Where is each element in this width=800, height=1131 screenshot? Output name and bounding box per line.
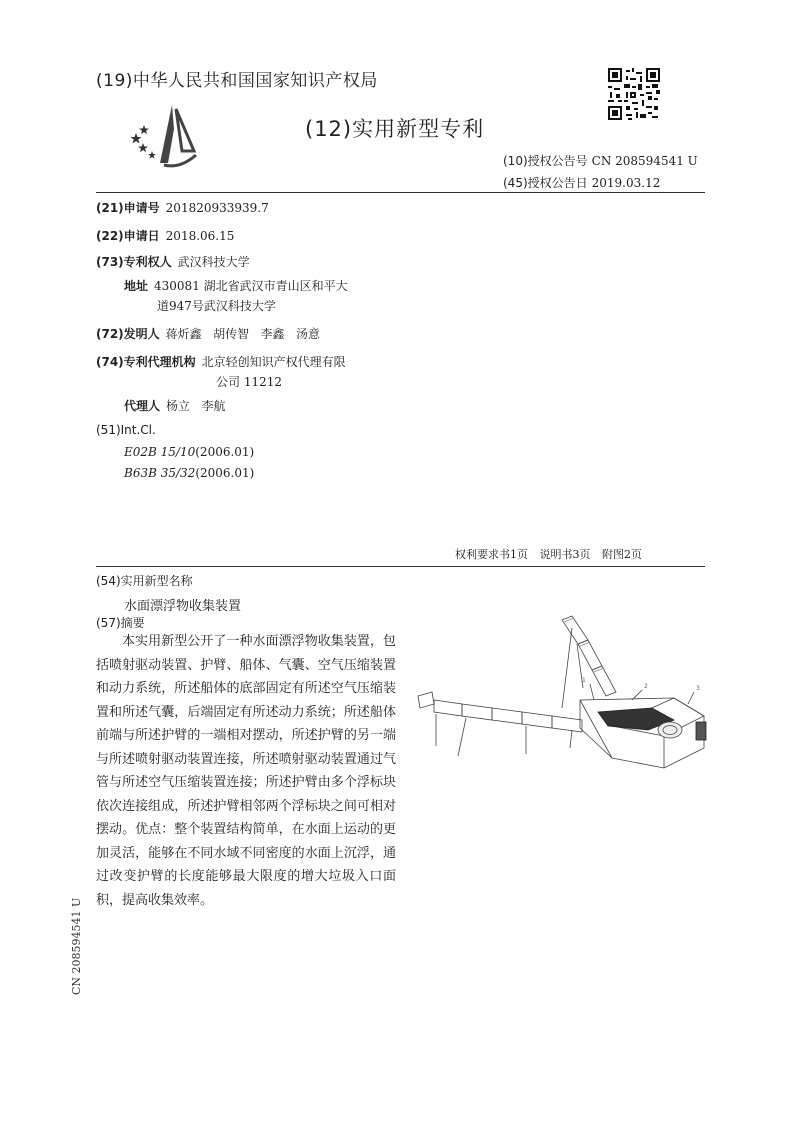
qr-code-icon xyxy=(608,68,660,120)
publication-number-label: (10)授权公告号 xyxy=(503,154,588,168)
agent xyxy=(124,397,225,414)
address-line-1: 430081 湖北省武汉市青山区和平大 xyxy=(154,279,348,293)
classification-2-year: (2006.01) xyxy=(195,466,255,480)
title-label: (54)实用新型名称 xyxy=(96,574,193,588)
classification-1-year: (2006.01) xyxy=(195,445,255,459)
patent-agency-continued xyxy=(216,373,282,390)
int-cl xyxy=(96,423,156,437)
publication-date-label: (45)授权公告日 xyxy=(503,176,588,190)
classification-1-code: E02B 15/10 xyxy=(124,445,196,459)
publication-number xyxy=(503,152,698,169)
patent-agency xyxy=(96,353,346,370)
inventors-label: (72)发明人 xyxy=(96,327,160,341)
int-cl-label: (51)Int.Cl. xyxy=(96,423,156,437)
address-continued xyxy=(157,297,276,314)
inventors-value: 蒋炘鑫 胡传智 李鑫 汤意 xyxy=(165,327,321,341)
patentee-label: (73)专利权人 xyxy=(96,255,172,269)
hull xyxy=(580,677,706,768)
side-publication-code: CN 208594541 U xyxy=(70,897,83,995)
publication-date xyxy=(503,174,660,191)
issuing-authority: (19)中华人民共和国国家知识产权局 xyxy=(96,71,378,91)
patentee-value: 武汉科技大学 xyxy=(177,255,250,269)
address-label: 地址 xyxy=(124,279,149,293)
abstract-text: 本实用新型公开了一种水面漂浮物收集装置，包括喷射驱动装置、护臂、船体、气囊、空气压缩装置和动力系统，所述船体的底部固定有所述空气压缩装置和所述气囊，后端固定有所述动力系统；所述船体前端与所述护臂的一端相对摆动，所述护臂的另一端与所述喷射驱动装置连接，所述喷射驱动装置通过气管与所述空气压缩装置连接；所述护臂由多个浮标块依次连接组成，所述护臂相邻两个浮标块之间可相对摆动。优点：整个装置结构简单，在水面上运动的更加灵活，能够在不同水域不同密度的水面上沉浮，通过改变护臂的长度能够最大限度的增大垃圾入口面积，提高收集效率。 xyxy=(96,634,396,908)
agent-value: 杨立 李航 xyxy=(166,399,226,413)
upper-arm xyxy=(562,616,616,708)
page-counts: 权利要求书1页 说明书3页 附图2页 xyxy=(455,548,642,561)
document-type-title: (12)实用新型专利 xyxy=(305,117,485,141)
patent-agency-line-2: 公司 11212 xyxy=(216,375,282,389)
filing-date xyxy=(96,227,234,244)
application-number-value: 201820933939.7 xyxy=(165,201,269,215)
agent-label: 代理人 xyxy=(124,399,161,413)
device-drawing xyxy=(412,608,712,778)
application-number-label: (21)申请号 xyxy=(96,201,160,215)
section-divider xyxy=(96,566,705,567)
patent-agency-line-1: 北京轻创知识产权代理有限 xyxy=(201,355,346,369)
filing-date-value: 2018.06.15 xyxy=(165,229,235,243)
abstract-label: (57)摘要 xyxy=(96,616,145,630)
publication-date-value: 2019.03.12 xyxy=(591,176,661,190)
classification-2 xyxy=(124,466,254,480)
patent-agency-label: (74)专利代理机构 xyxy=(96,355,196,369)
utility-model-title: 水面漂浮物收集装置 xyxy=(124,599,242,614)
classification-1 xyxy=(124,445,254,459)
address xyxy=(124,277,348,294)
lower-arm xyxy=(418,692,582,756)
svg-text:2: 2 xyxy=(644,683,648,690)
cnipa-logo-icon xyxy=(130,103,202,173)
application-number xyxy=(96,199,269,216)
patentee xyxy=(96,253,250,270)
filing-date-label: (22)申请日 xyxy=(96,229,160,243)
svg-text:1: 1 xyxy=(582,677,586,684)
header-divider xyxy=(96,192,705,193)
classification-2-code: B63B 35/32 xyxy=(124,466,196,480)
address-line-2: 道947号武汉科技大学 xyxy=(157,299,276,313)
inventors xyxy=(96,325,320,342)
publication-number-value: CN 208594541 U xyxy=(591,154,698,168)
svg-text:3: 3 xyxy=(696,685,700,692)
